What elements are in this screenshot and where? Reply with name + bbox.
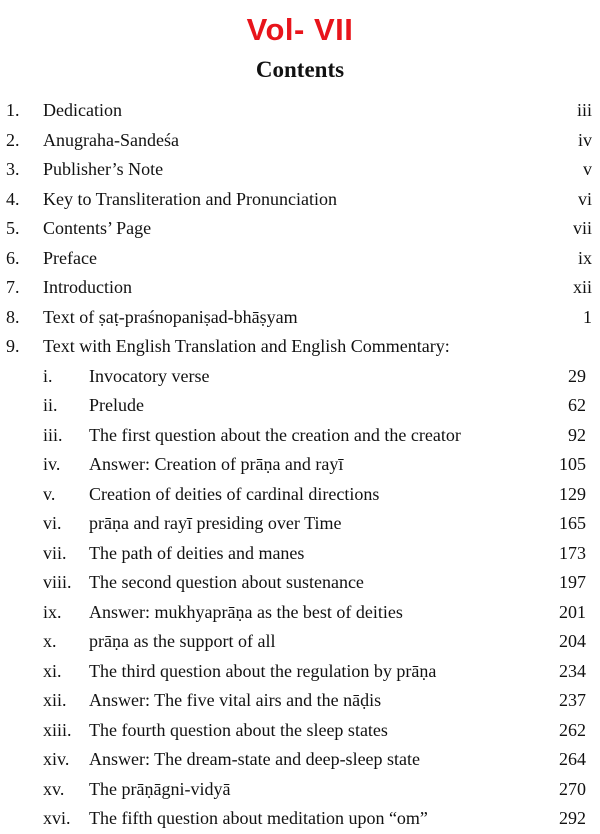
subentry-number: xv. — [43, 778, 65, 799]
entry-number: 1. — [6, 100, 20, 120]
subentry-number: xiv. — [43, 749, 70, 769]
toc-subentry — [0, 568, 600, 598]
subentry-title: Prelude — [89, 395, 144, 415]
toc-subentry — [0, 804, 600, 834]
subentry-page: 92 — [568, 424, 586, 445]
toc-subentry — [0, 421, 600, 451]
subentry-page: 270 — [559, 778, 586, 799]
toc-entry — [0, 96, 600, 126]
entry-page: iv — [577, 129, 592, 150]
subentry-number: i. — [43, 365, 53, 386]
subentry-title: Creation of deities of cardinal directions — [89, 483, 380, 504]
entry-title: Anugraha-Sandeśa — [43, 129, 179, 150]
subentry-title: The third question about the regulation by prāṇa — [89, 660, 437, 681]
entry-title: Text with English Translation and English Commentary: — [43, 336, 450, 356]
subentry-page: 165 — [559, 513, 586, 533]
entry-number: 6. — [6, 247, 20, 268]
subentry-page: 29 — [568, 365, 586, 386]
toc-subentry — [0, 509, 600, 539]
entry-number: 2. — [6, 129, 20, 150]
toc-subentry — [0, 362, 600, 392]
toc-entry — [0, 303, 600, 333]
toc-entry — [0, 244, 600, 274]
toc-subentry — [0, 539, 600, 569]
subentry-number: v. — [43, 483, 56, 504]
subentry-number: xii. — [43, 690, 67, 710]
subentry-title: The prāṇāgni-vidyā — [89, 778, 231, 799]
subentry-title: The first question about the creation and the creator — [89, 424, 461, 445]
subentry-page: 62 — [568, 395, 586, 415]
entry-page: ix — [577, 247, 592, 268]
subentry-page: 237 — [559, 690, 586, 710]
entry-title: Text of ṣaṭ-praśnopaniṣad-bhāṣyam — [43, 306, 298, 327]
entry-page: v — [583, 159, 592, 179]
toc-subentry — [0, 450, 600, 480]
subentry-page: 173 — [559, 542, 586, 563]
subentry-number: ix. — [43, 601, 62, 622]
subentry-number: x. — [43, 631, 57, 651]
toc-entry — [0, 126, 600, 156]
entry-page: iii — [576, 100, 592, 120]
entry-number: 4. — [6, 188, 20, 209]
entry-page: xii — [572, 277, 592, 297]
subentry-title: Invocatory verse — [89, 365, 210, 386]
subentry-page: 262 — [559, 719, 586, 740]
entry-title: Dedication — [43, 100, 122, 120]
subentry-page: 234 — [559, 660, 586, 681]
entry-number: 8. — [6, 306, 20, 327]
toc-entry — [0, 332, 600, 362]
toc-subentry — [0, 686, 600, 716]
toc-subentry — [0, 657, 600, 687]
table-of-contents — [0, 96, 600, 834]
subentry-page: 201 — [559, 601, 586, 622]
volume-title: Vol- VII — [246, 12, 354, 47]
subentry-number: viii. — [43, 572, 72, 592]
subentry-page: 105 — [559, 454, 586, 474]
subentry-title: Answer: The dream-state and deep-sleep state — [89, 749, 421, 769]
subentry-number: vi. — [43, 513, 62, 533]
subentry-title: The fourth question about the sleep states — [89, 719, 388, 740]
entry-number: 7. — [6, 277, 20, 297]
toc-subentry — [0, 716, 600, 746]
subentry-number: iii. — [43, 424, 63, 445]
entry-title: Preface — [43, 247, 97, 268]
entry-title: Key to Transliteration and Pronunciation — [43, 188, 337, 209]
subentry-number: vii. — [43, 542, 67, 563]
entry-title: Introduction — [43, 277, 132, 297]
subentry-number: iv. — [43, 454, 61, 474]
subentry-page: 292 — [559, 808, 586, 828]
toc-entry — [0, 273, 600, 303]
toc-entry — [0, 214, 600, 244]
subentry-title: prāṇa as the support of all — [89, 631, 276, 651]
toc-subentry — [0, 480, 600, 510]
toc-subentry — [0, 598, 600, 628]
entry-number: 9. — [6, 336, 20, 356]
contents-heading: Contents — [255, 57, 345, 82]
entry-number: 3. — [6, 159, 20, 179]
subentry-title: prāṇa and rayī presiding over Time — [89, 513, 342, 533]
toc-subentry — [0, 775, 600, 805]
subentry-number: ii. — [43, 395, 58, 415]
subentry-page: 264 — [559, 749, 586, 769]
subentry-title: The second question about sustenance — [89, 572, 364, 592]
subentry-title: The fifth question about meditation upon “om” — [89, 808, 428, 828]
toc-entry — [0, 185, 600, 215]
toc-subentry — [0, 391, 600, 421]
entry-page: vi — [577, 188, 592, 209]
subentry-number: xi. — [43, 660, 62, 681]
toc-subentry — [0, 627, 600, 657]
entry-title: Contents’ Page — [43, 218, 152, 238]
toc-subentry — [0, 745, 600, 775]
subentry-title: Answer: Creation of prāṇa and rayī — [89, 454, 344, 474]
entry-number: 5. — [6, 218, 20, 238]
subentry-number: xvi. — [43, 808, 71, 828]
subentry-title: Answer: The five vital airs and the nāḍis — [89, 690, 382, 710]
entry-page: vii — [572, 218, 592, 238]
toc-entry — [0, 155, 600, 185]
subentry-page: 129 — [559, 483, 586, 504]
subentry-page: 197 — [559, 572, 586, 592]
subentry-number: xiii. — [43, 719, 72, 740]
entry-title: Publisher’s Note — [43, 159, 164, 179]
subentry-title: The path of deities and manes — [89, 542, 305, 563]
subentry-title: Answer: mukhyaprāṇa as the best of deities — [89, 601, 403, 622]
subentry-page: 204 — [559, 631, 586, 651]
entry-page: 1 — [583, 306, 592, 327]
